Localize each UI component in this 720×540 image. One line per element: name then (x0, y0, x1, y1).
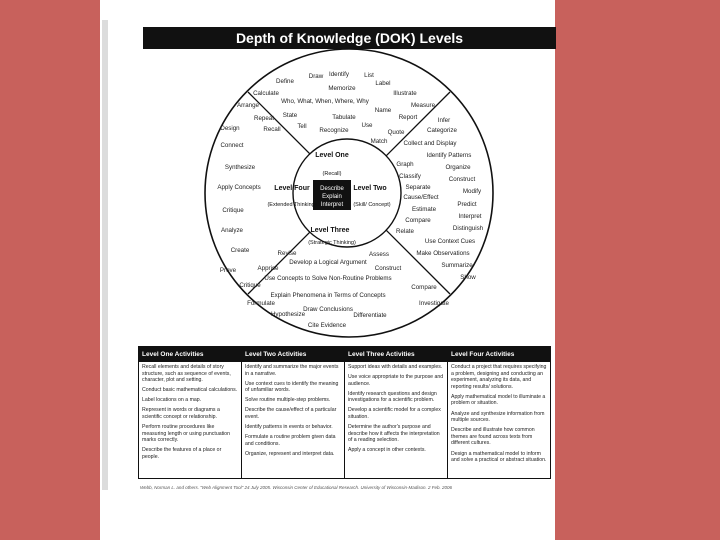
verb-level-one: Draw (308, 73, 324, 80)
verb-level-one: Recognize (319, 127, 349, 134)
verb-level-four: Critique (222, 207, 244, 214)
verb-level-two: Graph (396, 161, 414, 168)
activity-item: Represent in words or diagrams a scientific concept or relationship. (142, 407, 220, 421)
activities-table (138, 346, 551, 479)
verb-level-two: Identify Patterns (426, 152, 472, 159)
verb-level-four: Prove (219, 267, 237, 274)
verb-level-four: Synthesize (224, 164, 256, 171)
level-one-sub: (Recall) (322, 171, 342, 177)
verb-level-one: State (282, 112, 298, 119)
activity-item: Describe the features of a place or people. (142, 447, 222, 461)
verb-level-two: Predict (457, 201, 477, 208)
center-line-1: Describe (320, 186, 344, 192)
verb-level-two: Distinguish (452, 225, 484, 232)
verb-level-two: Organize (445, 164, 471, 171)
verb-level-three: Formulate (247, 300, 275, 307)
verb-level-one: Define (276, 78, 294, 85)
citation: Webb, Norman L. and others. "Web Alignment Tool" 24 July 2005. Wisconsin Center of Educational Research. University of Wisconsin-Madison. 2 Feb. 2006 (140, 485, 453, 490)
header-level-three: Level Three Activities (345, 347, 448, 362)
verb-level-three: Differentiate (353, 312, 387, 319)
verb-level-two: Classify (399, 173, 421, 180)
activity-item: Describe and illustrate how common themes are found across texts from different cultures. (451, 427, 535, 447)
verb-level-two: Construct (448, 176, 476, 183)
activity-item: Design a mathematical model to inform and solve a practical or abstract situation. (451, 450, 547, 464)
verb-level-two: Compare (405, 217, 431, 224)
activity-item: Use voice appropriate to the purpose and audience. (348, 374, 444, 387)
level-three-sub: (Strategic Thinking) (308, 240, 356, 246)
verb-level-one: Design (220, 125, 240, 132)
verb-level-one: Tabulate (332, 114, 356, 121)
header-level-two: Level Two Activities (242, 347, 345, 362)
verb-level-three: Apprise (257, 265, 279, 272)
activity-item: Describe the cause/effect of a particular event. (245, 407, 337, 421)
verb-level-one: Quote (387, 129, 405, 136)
verb-level-three: Draw Conclusions (303, 306, 353, 313)
verb-level-one: Tell (297, 123, 307, 130)
level-two-label: Level Two (353, 185, 387, 192)
activity-item: Develop a scientific model for a complex situation. (348, 407, 441, 421)
verb-level-three: Explain Phenomena in Terms of Concepts (270, 292, 386, 299)
verb-level-three: Cite Evidence (307, 322, 347, 329)
verb-level-two: Make Observations (416, 250, 470, 257)
verb-level-one: Label (375, 80, 391, 87)
verb-level-three: Assess (369, 251, 389, 258)
verb-level-three: Develop a Logical Argument (289, 259, 367, 266)
activity-item: Solve routine multiple-step problems. (245, 397, 331, 404)
activity-item: Support ideas with details and examples. (348, 364, 443, 370)
activity-item: Conduct basic mathematical calculations. (142, 387, 238, 394)
activity-item: Analyze and synthesize information from multiple sources. (451, 410, 545, 424)
center-line-3: Interpret (320, 202, 344, 208)
verb-level-one: Who, What, When, Where, Why (281, 98, 369, 105)
verb-level-three: Critique (239, 282, 261, 289)
verb-level-one: Match (370, 138, 388, 145)
verb-level-two: Show (460, 274, 476, 281)
verb-level-two: Infer (437, 117, 451, 124)
verb-level-three: Hypothesize (270, 311, 306, 318)
level-three-label: Level Three (310, 227, 350, 234)
level-two-sub: (Skill/ Concept) (353, 202, 391, 208)
verb-level-three: Use Concepts to Solve Non-Routine Problems (264, 275, 392, 282)
verb-level-two: Separate (405, 184, 431, 191)
verb-level-three: Compare (411, 284, 437, 291)
verb-level-four: Analyze (220, 227, 244, 234)
verb-level-one: Identify (329, 71, 349, 78)
verb-level-three: Investigate (419, 300, 449, 307)
verb-level-two: Summarize (441, 262, 473, 269)
verb-level-one: Calculate (253, 90, 279, 97)
verb-level-one: List (364, 72, 374, 79)
center-line-2: Explain (322, 194, 342, 200)
activity-item: Label locations on a map. (142, 397, 202, 404)
verb-level-one: Arrange (236, 102, 260, 109)
verb-level-one: Repeat (254, 115, 274, 122)
activity-item: Formulate a routine problem given data and conditions. (245, 434, 336, 447)
verb-level-one: Recall (263, 126, 281, 133)
activity-item: Perform routine procedures like measuring length or using punctuation marks correctly. (142, 424, 230, 444)
verb-level-two: Interpret (458, 213, 482, 220)
activity-item: Determine the author's purpose and describe how it affects the interpretation of a reading selection. (348, 424, 440, 444)
activity-item: Use context cues to identify the meaning of unfamiliar words. (245, 380, 339, 394)
activity-item: Organize, represent and interpret data. (245, 450, 335, 457)
verb-level-two: Modify (462, 188, 482, 195)
activity-item: Identify research questions and design investigations for a scientific problem. (348, 390, 437, 404)
verb-level-three: Revise (277, 250, 297, 257)
verb-level-two: Use Context Cues (424, 238, 476, 245)
verb-level-one: Name (374, 107, 392, 114)
verb-level-two: Relate (396, 228, 414, 235)
verb-level-three: Construct (374, 265, 402, 272)
verb-level-two: Cause/Effect (403, 194, 439, 201)
verb-level-one: Connect (220, 142, 244, 149)
level-four-activities (448, 362, 551, 479)
activity-item: Conduct a project that requires specifying a problem, designing and conducting an experiment, analyzing its data, and reporting results/ solutions. (451, 364, 547, 390)
activity-item: Identify patterns in events or behavior. (245, 424, 333, 431)
level-one-activities (139, 362, 242, 479)
verb-level-two: Estimate (411, 206, 437, 213)
activity-item: Apply a concept in other contexts. (348, 447, 426, 454)
level-four-sub: (Extended Thinking) (267, 202, 317, 208)
verb-level-four: Create (230, 247, 250, 254)
activity-item: Recall elements and details of story structure, such as sequence of events, character, plot and setting. (142, 364, 231, 384)
header-level-four: Level Four Activities (448, 347, 551, 362)
verb-level-two: Categorize (427, 127, 457, 134)
page-title: Depth of Knowledge (DOK) Levels (235, 30, 464, 46)
verb-level-one: Measure (410, 102, 436, 109)
level-two-activities (242, 362, 345, 479)
activity-item: Apply mathematical model to illuminate a problem or situation. (451, 393, 546, 407)
level-three-activities (345, 362, 448, 479)
verb-level-one: Use (361, 122, 373, 129)
verb-level-one: Report (398, 114, 418, 121)
verb-level-four: Apply Concepts (217, 184, 261, 191)
header-level-one: Level One Activities (139, 347, 242, 362)
verb-level-two: Collect and Display (403, 140, 457, 147)
level-four-label: Level Four (274, 185, 310, 192)
verb-level-one: Memorize (328, 85, 356, 92)
verb-level-one: Illustrate (393, 90, 417, 97)
activity-item: Identify and summarize the major events in a narrative. (245, 364, 339, 377)
level-one-label: Level One (315, 152, 349, 159)
